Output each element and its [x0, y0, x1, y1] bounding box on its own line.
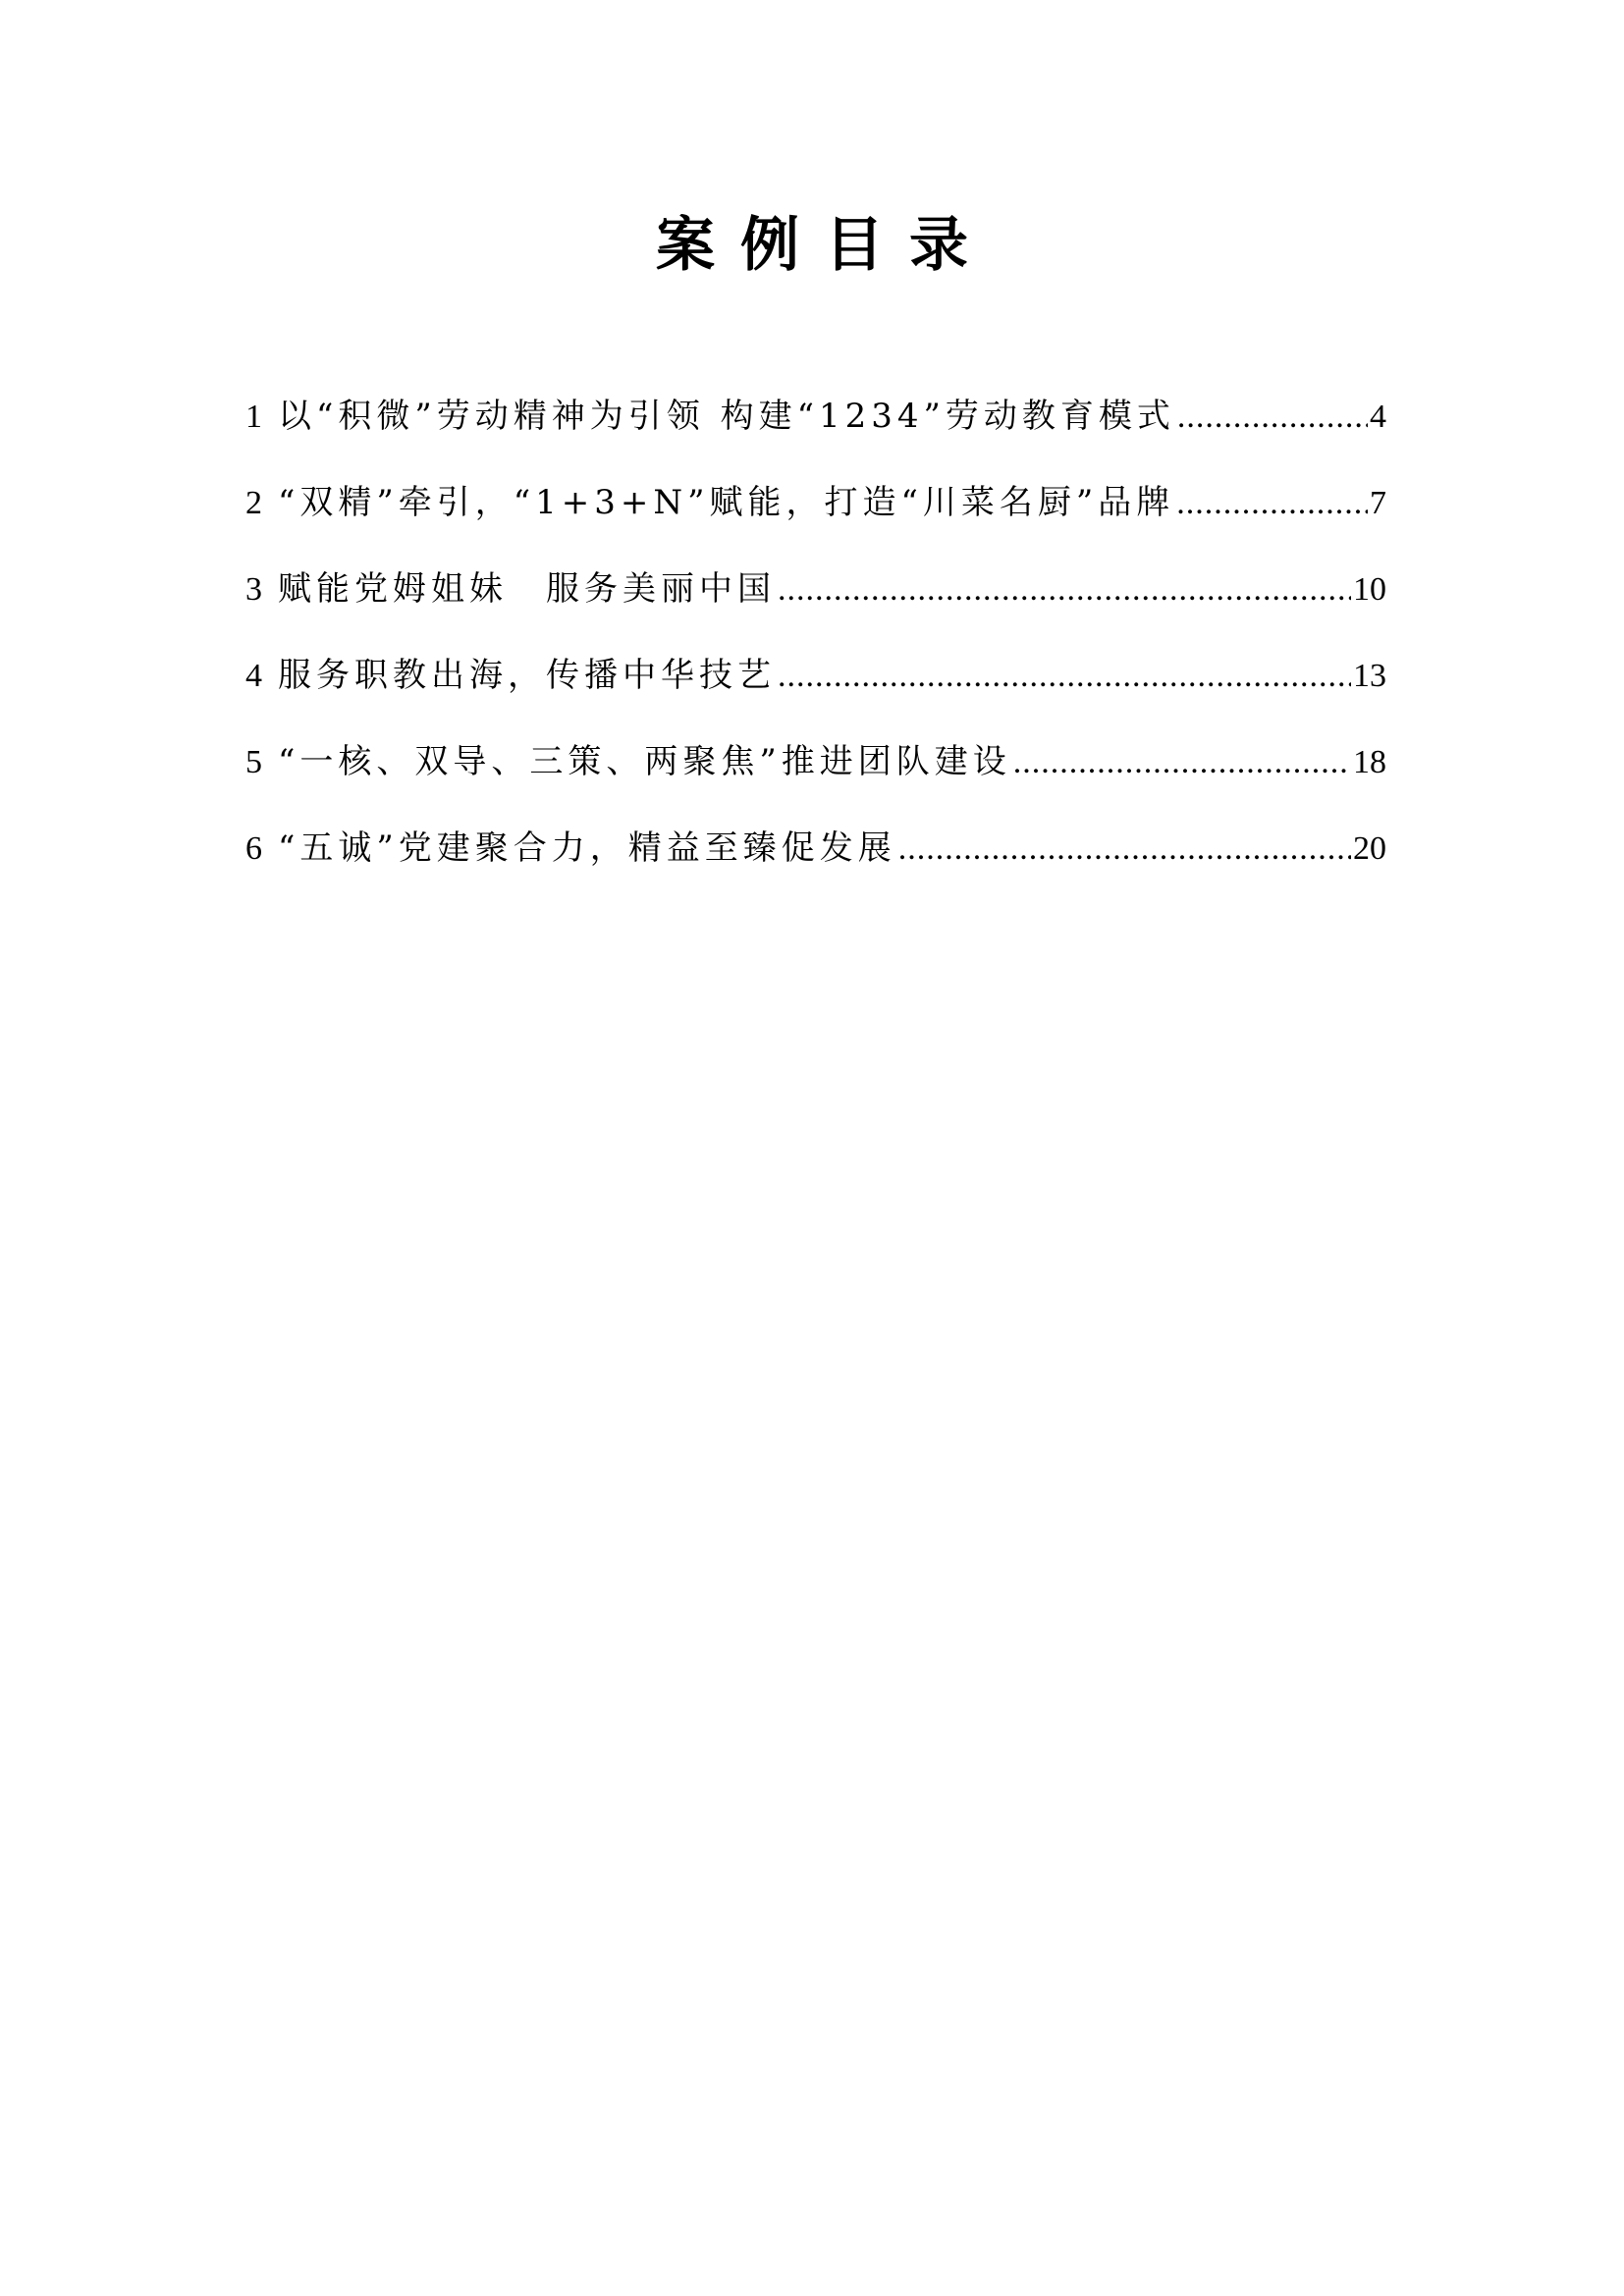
page-title: 案例目录 [656, 211, 994, 280]
toc-dot-leader [778, 645, 1351, 708]
toc-entry-5[interactable] [245, 730, 1386, 817]
toc-entry-1[interactable] [245, 385, 1386, 471]
toc-entry-title: “五诚”党建聚合力，精益至臻促发展 [278, 828, 896, 868]
toc-entry-number: 4 [245, 658, 264, 694]
toc-entry-page: 4 [1370, 399, 1386, 435]
toc-entry-title: 服务职教出海，传播中华技艺 [278, 656, 776, 695]
toc-dot-leader [1176, 472, 1368, 535]
toc-entry-number: 5 [245, 744, 264, 780]
toc-entry-number: 2 [245, 485, 264, 521]
toc-dot-leader [898, 818, 1351, 881]
toc-entry-6[interactable] [245, 817, 1386, 903]
toc-entry-title: “双精”牵引，“1+3+N”赋能，打造“川菜名厨”品牌 [278, 483, 1175, 522]
toc-entry-page: 18 [1353, 744, 1386, 780]
toc-entry-number: 6 [245, 830, 264, 867]
toc-entry-3[interactable] [245, 558, 1386, 644]
table-of-contents [245, 385, 1386, 903]
toc-entry-page: 7 [1370, 485, 1386, 521]
toc-entry-4[interactable] [245, 644, 1386, 730]
toc-entry-page: 13 [1353, 658, 1386, 694]
toc-entry-title: 赋能党姆姐妹 服务美丽中国 [278, 569, 776, 609]
toc-entry-page: 10 [1353, 571, 1386, 608]
toc-entry-number: 3 [245, 571, 264, 608]
toc-dot-leader [1177, 386, 1368, 449]
toc-entry-title: “一核、双导、三策、两聚焦”推进团队建设 [278, 742, 1011, 781]
toc-dot-leader [1013, 731, 1351, 794]
toc-entry-page: 20 [1353, 830, 1386, 867]
toc-entry-number: 1 [245, 399, 264, 435]
toc-entry-2[interactable] [245, 471, 1386, 558]
toc-entry-title: 以“积微”劳动精神为引领 构建“1234”劳动教育模式 [278, 397, 1175, 436]
toc-dot-leader [778, 559, 1351, 621]
